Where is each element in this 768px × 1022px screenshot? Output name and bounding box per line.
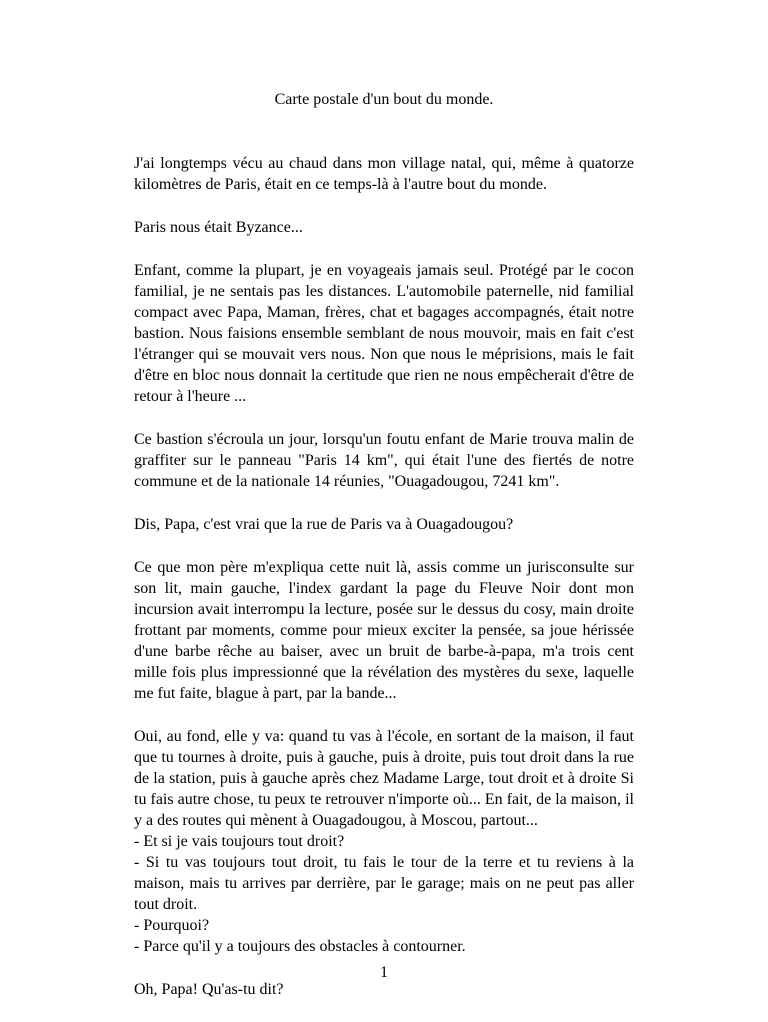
paragraph-closing: Oh, Papa! Qu'as-tu dit? — [134, 981, 284, 998]
paragraph-graffiti: Ce bastion s'écroula un jour, lorsqu'un foutu enfant de Marie trouva malin de graffiter sur le panneau "Paris 14 km", qui était l'une des fiertés de notre commune et de la nationale 14 réunies, "Ouagadougou, 7241 km". — [134, 431, 634, 490]
dialogue-line: - Si tu vas toujours tout droit, tu fais le tour de la terre et tu reviens à la maison, mais tu arrives par derrière, par le garage; mais on ne peut pas aller tout droit. — [134, 854, 634, 913]
dialogue-line: - Pourquoi? — [134, 917, 210, 934]
paragraph-byzance: Paris nous était Byzance... — [134, 219, 303, 236]
dialogue-line: - Et si je vais toujours tout droit? — [134, 833, 345, 850]
paragraph-intro: J'ai longtemps vécu au chaud dans mon village natal, qui, même à quatorze kilomètres de Paris, était en ce temps-là à l'autre bout du monde. — [134, 155, 634, 193]
dialogue-line: - Parce qu'il y a toujours des obstacles à contourner. — [134, 938, 466, 955]
page-number: 1 — [380, 964, 388, 981]
paragraph-father: Ce que mon père m'expliqua cette nuit là, assis comme un jurisconsulte sur son lit, main gauche, l'index gardant la page du Fleuve Noir dont mon incursion avait interrompu la lecture, posée sur le dessus du cosy, main droite frottant par moments, comme pour mieux exciter la pensée, sa joue hérissée d'une barbe rêche au baiser, avec un bruit de barbe-à-papa, m'a trois cent mille fois plus impressionné que la révélation des mystères du sexe, laquelle me fut faite, blague à part, par la bande... — [134, 559, 634, 702]
paragraph-childhood: Enfant, comme la plupart, je en voyageais jamais seul. Protégé par le cocon familial, je ne sentais pas les distances. L'automobile paternelle, nid familial compact avec Papa, Maman, frères, chat et bagages accompagnés, était notre bastion. Nous faisions ensemble semblant de nous mouvoir, mais en fait c'est l'étranger qui se mouvait vers nous. Non que nous le méprisions, mais le fait d'être en bloc nous donnait la certitude que rien ne nous empêcherait d'être de retour à l'heure ... — [134, 262, 634, 405]
dialogue-line: Oui, au fond, elle y va: quand tu vas à l'école, en sortant de la maison, il faut que tu tournes à droite, puis à gauche, puis à droite, puis tout droit dans la rue de la station, puis à gauche après chez Madame Large, tout droit et à droite Si tu fais autre chose, tu peux te retrouver n'importe où... En fait, de la maison, il y a des routes qui mènent à Ouagadougou, à Moscou, partout... — [134, 728, 634, 829]
dialogue-block — [134, 726, 634, 957]
paragraph-question: Dis, Papa, c'est vrai que la rue de Paris va à Ouagadougou? — [134, 516, 514, 533]
document-body — [134, 153, 634, 1022]
document-title: Carte postale d'un bout du monde. — [274, 91, 494, 108]
